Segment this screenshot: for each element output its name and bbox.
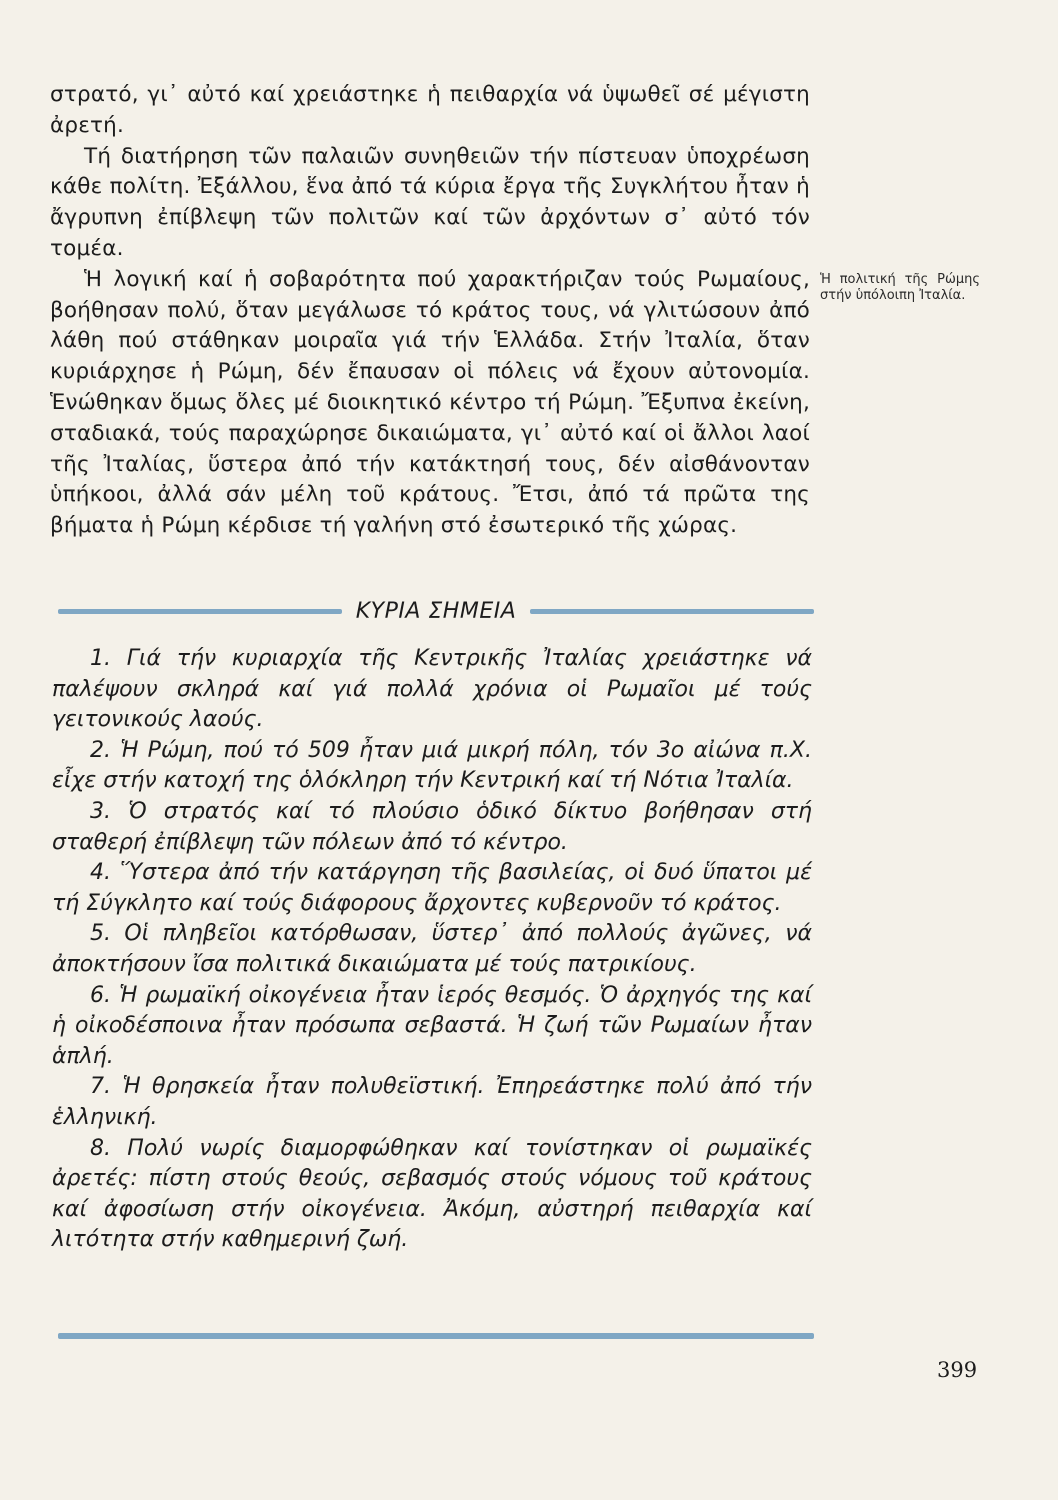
section-heading bbox=[58, 596, 814, 626]
body-paragraph: στρατό, γι᾿ αὐτό καί χρειάστηκε ἡ πειθαρχία νά ὑψωθεῖ σέ μέγιστη ἀρετή. bbox=[50, 82, 810, 138]
key-point: 3. Ὁ στρατός καί τό πλούσιο ὁδικό δίκτυο βοήθησαν στή σταθερή ἐπίβλεψη τῶν πόλεων ἀπό τό κέντρο. bbox=[52, 798, 812, 855]
body-paragraph: Ἡ λογική καί ἡ σοβαρότητα πού χαρακτήριζαν τούς Ρωμαίους, βοήθησαν πολύ, ὅταν μεγάλωσε τό κράτος τους, νά γλιτώσουν ἀπό λάθη πού στάθηκαν μοιραῖα γιά τήν Ἑλλάδα. Στήν Ἰταλία, ὅταν κυριάρχησε ἡ Ρώμη, δέν ἔπαυσαν οἱ πόλεις νά ἔχουν αὐτονομία. Ἑνώθηκαν ὅμως ὅλες μέ διοικητικό κέντρο τή Ρώμη. Ἔξυπνα ἐκείνη, σταδιακά, τούς παραχώρησε δικαιώματα, γι᾿ αὐτό καί οἱ ἄλλοι λαοί τῆς Ἰταλίας, ὕστερα ἀπό τήν κατάκτησή τους, δέν αἰσθάνονταν ὑπήκοοι, ἀλλά σάν μέλη τοῦ κράτους. Ἔτσι, ἀπό τά πρῶτα της βήματα ἡ Ρώμη κέρδισε τή γαλήνη στό ἐσωτερικό τῆς χώρας. bbox=[50, 266, 810, 539]
bottom-rule bbox=[58, 1333, 814, 1339]
margin-note: Ἡ πολιτική τῆς Ρώμης στήν ὑπόλοιπη Ἰταλία. bbox=[820, 272, 980, 303]
key-point: 7. Ἡ θρησκεία ἦταν πολυθεϊστική. Ἐπηρεάστηκε πολύ ἀπό τήν ἑλληνική. bbox=[52, 1074, 812, 1130]
key-point: 4. Ὕστερα ἀπό τήν κατάργηση τῆς βασιλείας, οἱ δυό ὕπατοι μέ τή Σύγκλητο καί τούς διάφορους ἄρχοντες κυβερνοῦν τό κράτος. bbox=[52, 860, 812, 916]
key-point: 5. Οἱ πληβεῖοι κατόρθωσαν, ὕστερ᾿ ἀπό πολλούς ἀγῶνες, νά ἀποκτήσουν ἴσα πολιτικά δικαιώματα μέ τούς πατρικίους. bbox=[52, 921, 812, 977]
section-title: ΚΥΡΙΑ ΣΗΜΕΙΑ bbox=[355, 598, 517, 624]
key-points-list bbox=[52, 644, 812, 1256]
key-point: 1. Γιά τήν κυριαρχία τῆς Κεντρικῆς Ἰταλίας χρειάστηκε νά παλέψουν σκληρά καί γιά πολλά χρόνια οἱ Ρωμαῖοι μέ τούς γειτονικούς λαούς. bbox=[52, 646, 812, 733]
heading-rule-left bbox=[58, 609, 342, 614]
page-number: 399 bbox=[937, 1358, 978, 1382]
body-text bbox=[50, 80, 810, 542]
key-point: 6. Ἡ ρωμαϊκή οἰκογένεια ἦταν ἱερός θεσμός. Ὁ ἀρχηγός της καί ἡ οἰκοδέσποινα ἦταν πρόσωπα σεβαστά. Ἡ ζωή τῶν Ρωμαίων ἦταν ἁπλή. bbox=[52, 982, 812, 1069]
body-paragraph: Τή διατήρηση τῶν παλαιῶν συνηθειῶν τήν πίστευαν ὑποχρέωση κάθε πολίτη. Ἐξάλλου, ἕνα ἀπό τά κύρια ἔργα τῆς Συγκλήτου ἦταν ἡ ἄγρυπνη ἐπίβλεψη τῶν πολιτῶν καί τῶν ἀρχόντων σ᾿ αὐτό τόν τομέα. bbox=[50, 143, 810, 261]
heading-rule-right bbox=[530, 609, 814, 614]
key-point: 8. Πολύ νωρίς διαμορφώθηκαν καί τονίστηκαν οἱ ρωμαϊκές ἀρετές: πίστη στούς θεούς, σεβασμός στούς νόμους τοῦ κράτους καί ἀφοσίωση στήν οἰκογένεια. Ἀκόμη, αὐστηρή πειθαρχία καί λιτότητα στήν καθημερινή ζωή. bbox=[52, 1135, 812, 1253]
key-point: 2. Ἡ Ρώμη, πού τό 509 ἦταν μιά μικρή πόλη, τόν 3ο αἰώνα π.Χ. εἶχε στήν κατοχή της ὁλόκληρη τήν Κεντρική καί τή Νότια Ἰταλία. bbox=[52, 737, 812, 794]
